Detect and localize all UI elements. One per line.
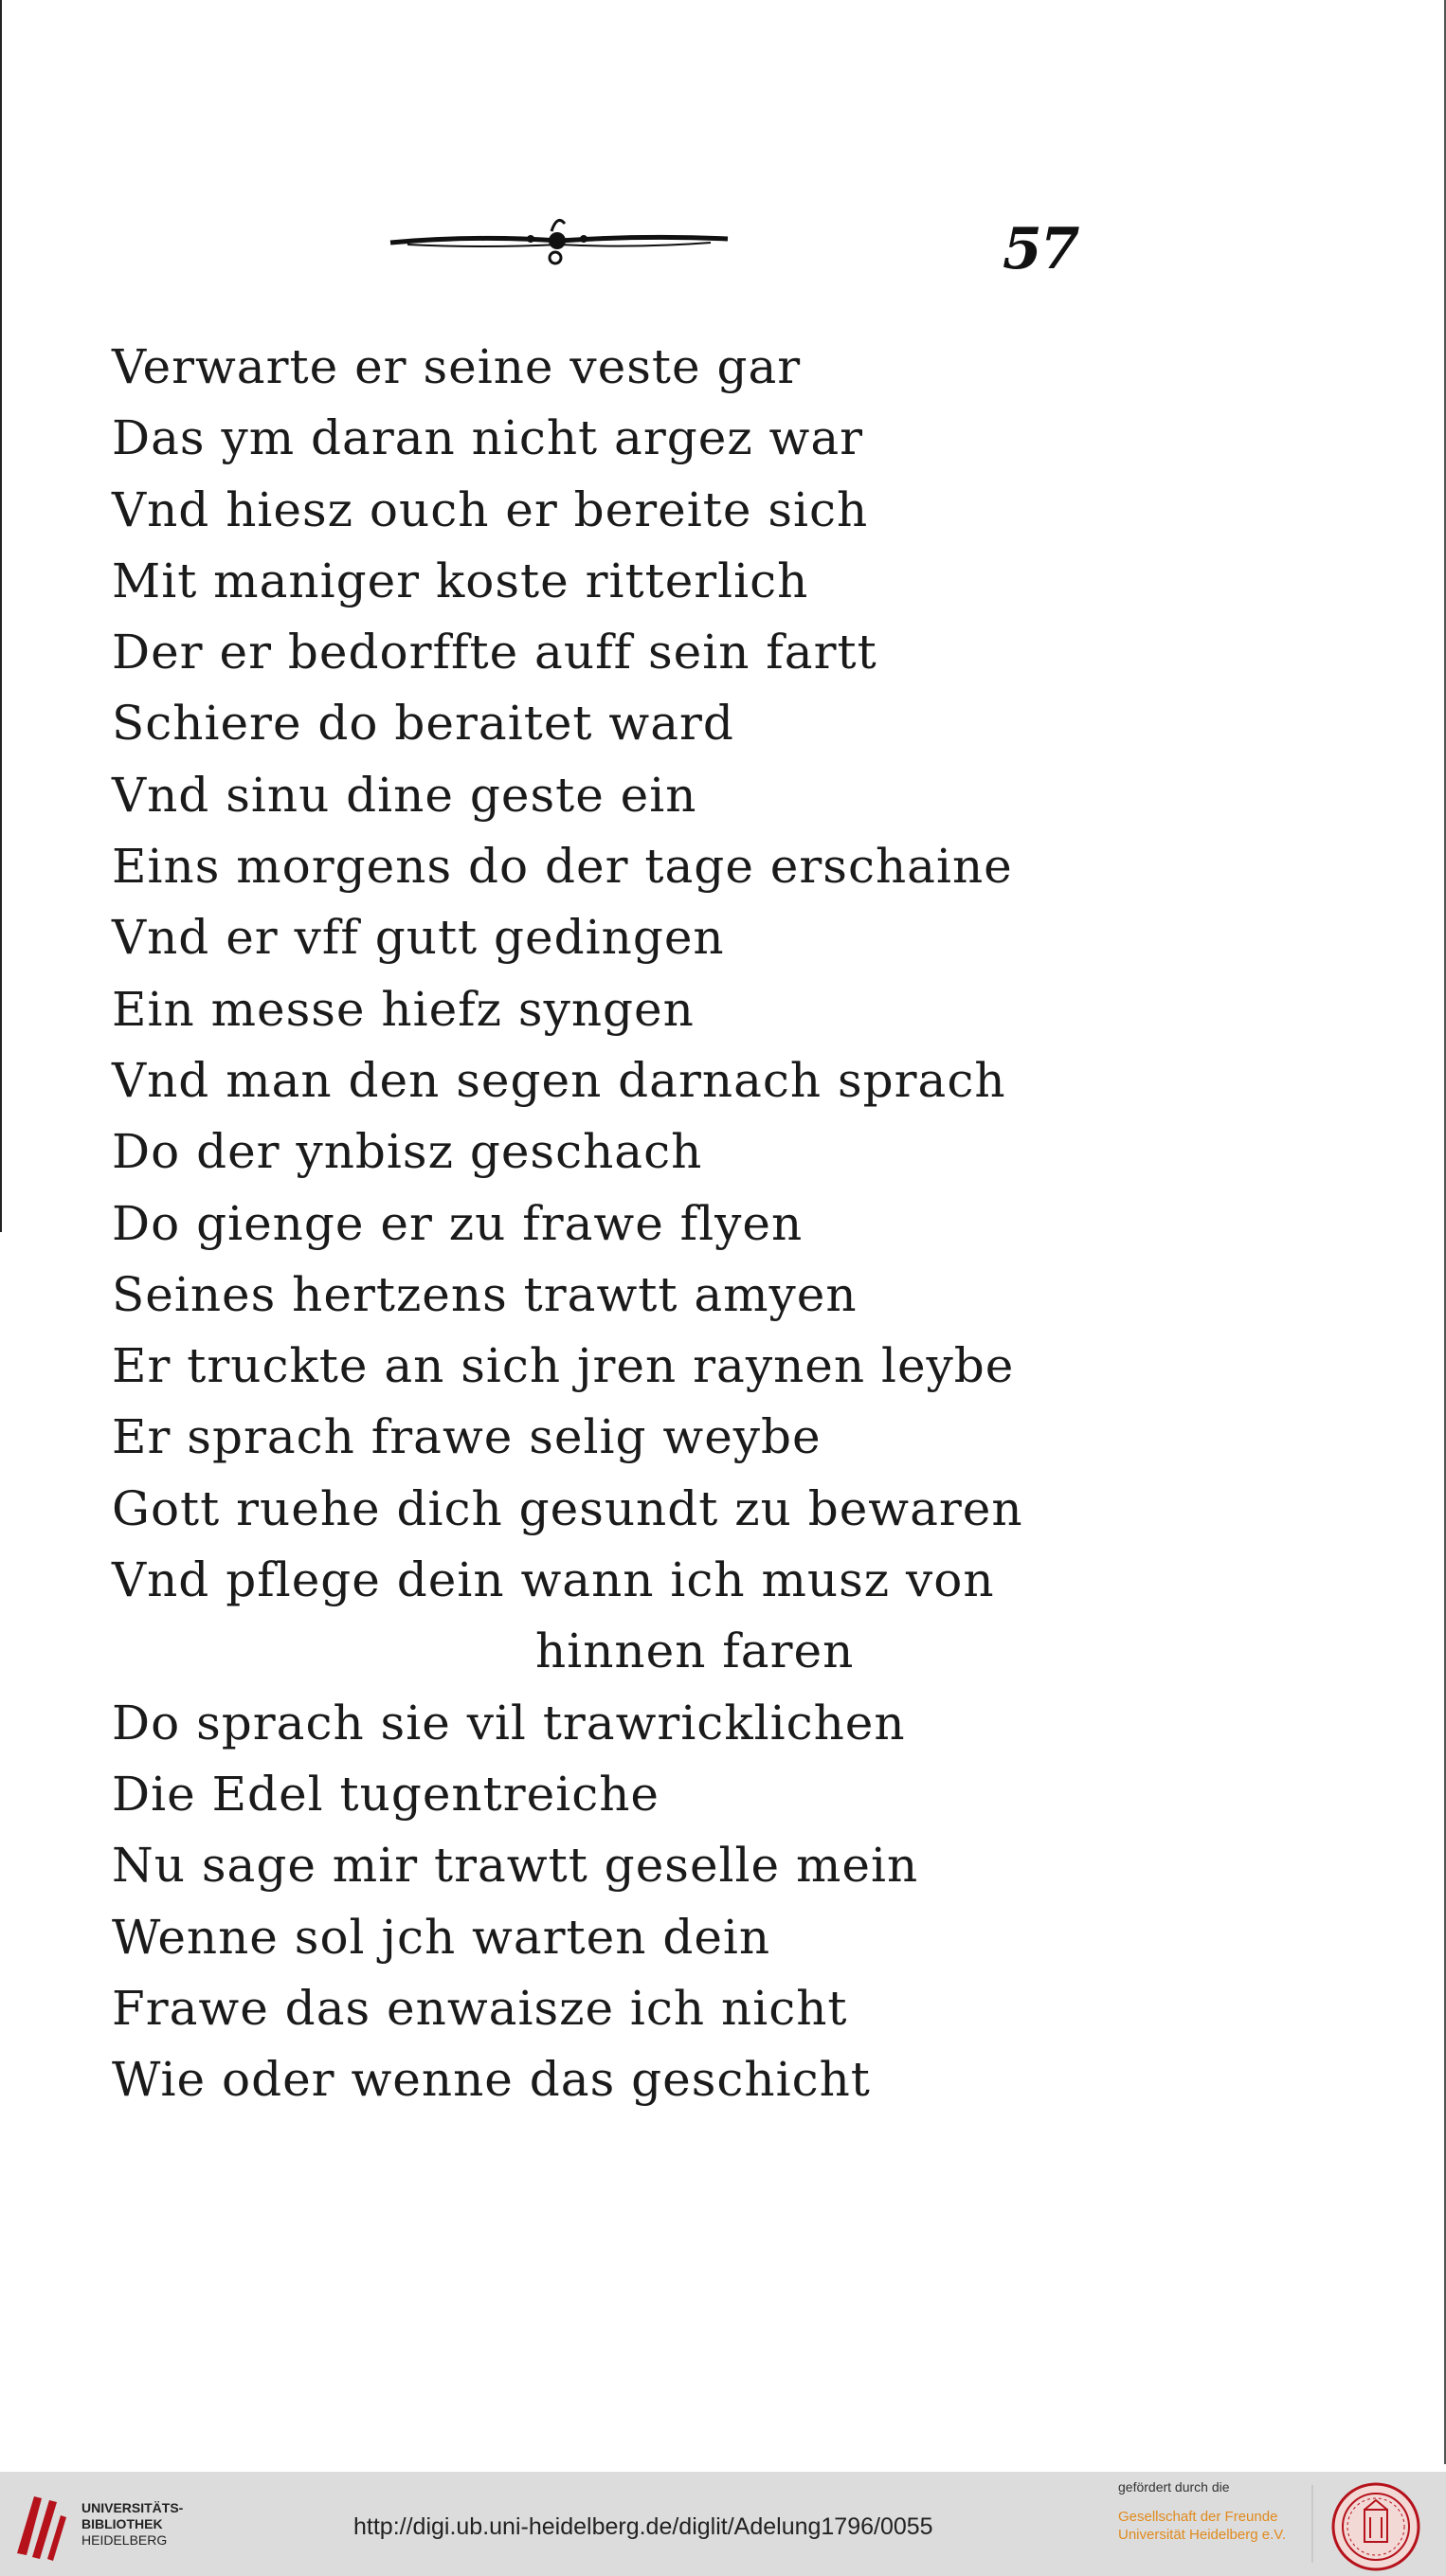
verse-line: Mit maniger koste ritterlich xyxy=(112,553,809,608)
verse-line: Do sprach sie vil trawricklichen xyxy=(112,1695,906,1751)
sponsor-org-line1: Gesellschaft der Freunde xyxy=(1118,2509,1278,2525)
verse-line: Nu sage mir trawtt geselle mein xyxy=(112,1838,919,1894)
verse-line: Vnd hiesz ouch er bereite sich xyxy=(112,481,869,537)
verse-line: Seines hertzens trawtt amyen xyxy=(112,1266,858,1322)
verse-line: Schiere do beraitet ward xyxy=(112,696,734,752)
page-edge-left xyxy=(0,0,2,1232)
verse-line: Do der ynbisz geschach xyxy=(112,1124,703,1180)
verse-line: Vnd pflege dein wann ich musz von xyxy=(112,1552,995,1608)
sponsor-org-line2: Universität Heidelberg e.V. xyxy=(1118,2527,1287,2543)
verse-line: Die Edel tugentreiche xyxy=(112,1766,660,1822)
verse-line: Do gienge er zu frawe flyen xyxy=(112,1195,804,1251)
verse-line: Wenne sol jch warten dein xyxy=(112,1909,771,1965)
sponsor-block xyxy=(1118,2479,1308,2544)
verse-line: Vnd sinu dine geste ein xyxy=(112,767,697,823)
verse-line: Ein messe hiefz syngen xyxy=(112,981,695,1037)
sponsor-label: gefördert durch die xyxy=(1118,2479,1230,2494)
verse-line: Der er bedorffte auff sein fartt xyxy=(112,625,877,680)
verse-text xyxy=(112,332,1107,2115)
verse-line-continuation: hinnen faren xyxy=(535,1624,855,1679)
verse-line: Wie oder wenne das geschicht xyxy=(112,2052,871,2108)
page-number: 57 xyxy=(1003,216,1078,282)
university-seal-icon xyxy=(1330,2481,1421,2572)
footer-divider xyxy=(1311,2485,1313,2563)
verse-line: Er sprach frawe selig weybe xyxy=(112,1409,822,1465)
viewer-footer-bar xyxy=(0,2472,1446,2576)
verse-line: Gott ruehe dich gesundt zu bewaren xyxy=(112,1480,1023,1536)
verse-line: Vnd er vff gutt gedingen xyxy=(112,910,725,966)
verse-line: Verwarte er seine veste gar xyxy=(112,339,802,394)
verse-line: Eins morgens do der tage erschaine xyxy=(112,839,1013,895)
verse-line: Er truckte an sich jren raynen leybe xyxy=(112,1338,1015,1394)
verse-line: Das ym daran nicht argez war xyxy=(112,410,864,466)
university-library-logo-icon xyxy=(11,2487,70,2563)
verse-line: Vnd man den segen darnach sprach xyxy=(112,1052,1006,1108)
permalink-url[interactable]: http://digi.ub.uni-heidelberg.de/diglit/Adelung1796/0055 xyxy=(353,2513,933,2540)
header-ornament xyxy=(389,207,730,275)
verse-line: Frawe das enwaisze ich nicht xyxy=(112,1980,848,2036)
library-name: UNIVERSITÄTS- BIBLIOTHEK HEIDELBERG xyxy=(81,2500,184,2548)
